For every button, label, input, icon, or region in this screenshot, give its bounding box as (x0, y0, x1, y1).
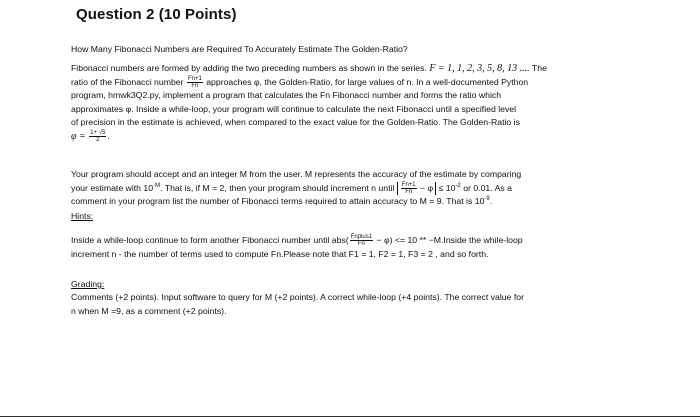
fibonacci-series: F = 1, 1, 2, 3, 5, 8, 13 .... (429, 63, 530, 74)
grading-paragraph (71, 291, 631, 318)
grading-line-2: n when M =9, as a comment (+2 points). (71, 305, 227, 316)
hints-line-2: increment n - the number of terms used to compute Fn.Please note that F1 = 1, F2 = 1, F3 = 2 , and so forth. (71, 248, 489, 259)
bottom-divider (0, 416, 700, 417)
abs-numerator: Fn+1 (401, 181, 416, 188)
hint-denominator: Fn (357, 241, 365, 248)
ratio-fraction (187, 76, 203, 89)
intro-line-2-end: approaches φ, the Golden-Ratio, for large values of n. In a well-documented Python (203, 76, 529, 87)
intro-line-4: approximates φ. Inside a while-loop, your program will continue to calculate the next Fibonacci until a specified level (71, 103, 517, 114)
phi-end: . (107, 130, 110, 141)
hints-line-1b: − φ) <= 10 ** −M.Inside the while-loop (374, 235, 523, 245)
intro-line-5: of precision in the estimate is achieved, when compared to the exact value for the Golden-Ratio. The Golden-Ratio is (71, 117, 520, 128)
grading-line-1: Comments (+2 points). Input software to query for M (+2 points). A correct while-loop (+4 points). The correct value for (71, 292, 524, 302)
hint-fraction (350, 234, 373, 247)
accuracy-paragraph (71, 168, 631, 209)
golden-ratio-numerator: 1+ √5 (90, 130, 106, 137)
hint-numerator: Fnplus1 (350, 234, 373, 241)
abs-tail: − φ (417, 182, 434, 193)
intro-line-3: program, hmwk3Q2.py, implement a program that calculates the Fn Fibonacci number and forms the ratio which (71, 90, 502, 101)
accuracy-line-2d: or 0.01. As a (460, 182, 512, 193)
golden-ratio-fraction (89, 130, 106, 143)
ratio-numerator: Fn+1 (187, 75, 202, 82)
abs-denominator: Fn (405, 188, 413, 195)
intro-line-2-start: ratio of the Fibonacci number (71, 76, 186, 87)
accuracy-line-3-end: . (489, 196, 493, 207)
hints-line-1a: Inside a while-loop continue to form another Fibonacci number until abs (71, 235, 346, 245)
phi-lhs: φ = (71, 130, 89, 142)
accuracy-exp-1: -M (153, 182, 161, 189)
abs-fraction (401, 182, 417, 195)
ratio-denominator: Fn (191, 82, 199, 89)
hints-label: Hints: (71, 211, 94, 221)
grading-label: Grading: (71, 279, 105, 289)
intro-line-1: Fibonacci numbers are formed by adding the two preceding numbers as shown in the series. (71, 63, 430, 73)
accuracy-exp-2: -2 (455, 182, 461, 189)
abs-expression (397, 182, 436, 195)
question-title: Question 2 (10 Points) (76, 6, 237, 23)
accuracy-line-2b: . That is, if M = 2, then your program should increment n until (160, 182, 397, 193)
question-heading: How Many Fibonacci Numbers are Required To Accurately Estimate The Golden-Ratio? (71, 44, 408, 54)
accuracy-line-1: Your program should accept and an integer M from the user. M represents the accuracy of the estimate by comparing (71, 169, 522, 179)
accuracy-line-2a: your estimate with 10 (71, 182, 154, 193)
intro-line-1-end: The (529, 63, 547, 73)
golden-ratio-denominator: 2 (96, 137, 100, 144)
accuracy-exp-3: -9 (484, 196, 490, 203)
accuracy-line-3: comment in your program list the number of Fibonacci terms required to attain accuracy to M = 9. That is 10 (71, 196, 485, 207)
intro-paragraph (71, 62, 631, 144)
accuracy-line-2c: ≤ 10 (436, 182, 456, 193)
hints-paragraph: Inside a while-loop continue to form another Fibonacci number until abs( $\frac{\text{Fnplus1}}{Fn}$ − φ) <= 10 ** −M.Inside the while-loop increment n - the number of terms used to compute Fn.Please note that F1 = 1, F2 = 1, F3 = 2 , and so forth. (71, 234, 631, 261)
